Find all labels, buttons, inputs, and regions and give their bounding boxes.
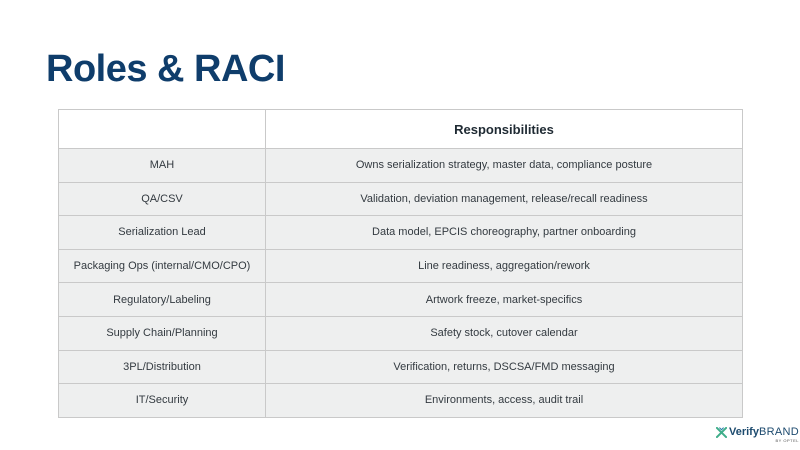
table-row xyxy=(59,249,743,283)
responsibility-cell: Owns serialization strategy, master data, compliance posture xyxy=(266,149,743,183)
role-cell: Supply Chain/Planning xyxy=(59,316,266,350)
responsibility-cell: Safety stock, cutover calendar xyxy=(266,316,743,350)
raci-table xyxy=(58,109,743,418)
responsibility-cell: Verification, returns, DSCSA/FMD messaging xyxy=(266,350,743,384)
role-cell: Regulatory/Labeling xyxy=(59,283,266,317)
role-column-header xyxy=(59,110,266,149)
role-cell: Serialization Lead xyxy=(59,216,266,250)
role-cell: IT/Security xyxy=(59,384,266,418)
role-cell: QA/CSV xyxy=(59,182,266,216)
page-title: Roles & RACI xyxy=(46,48,285,90)
table-row xyxy=(59,182,743,216)
table-row xyxy=(59,216,743,250)
logo-subtitle: BY OPTEL xyxy=(775,438,799,443)
table-row xyxy=(59,350,743,384)
responsibility-cell: Line readiness, aggregation/rework xyxy=(266,249,743,283)
logo-word-brand: BRAND xyxy=(758,426,799,438)
verifybrand-logo xyxy=(716,426,799,444)
responsibility-cell: Validation, deviation management, release/recall readiness xyxy=(266,182,743,216)
logo-word-verify: Verify xyxy=(729,426,759,438)
role-cell: 3PL/Distribution xyxy=(59,350,266,384)
responsibilities-column-header: Responsibilities xyxy=(266,110,743,149)
table-header-row xyxy=(59,110,743,149)
table-row xyxy=(59,316,743,350)
responsibility-cell: Data model, EPCIS choreography, partner onboarding xyxy=(266,216,743,250)
table-row xyxy=(59,149,743,183)
table-row xyxy=(59,283,743,317)
responsibility-cell: Artwork freeze, market-specifics xyxy=(266,283,743,317)
table-row xyxy=(59,384,743,418)
responsibility-cell: Environments, access, audit trail xyxy=(266,384,743,418)
logo-wordmark xyxy=(729,426,799,438)
role-cell: Packaging Ops (internal/CMO/CPO) xyxy=(59,249,266,283)
role-cell: MAH xyxy=(59,149,266,183)
verifybrand-x-icon xyxy=(716,427,727,438)
